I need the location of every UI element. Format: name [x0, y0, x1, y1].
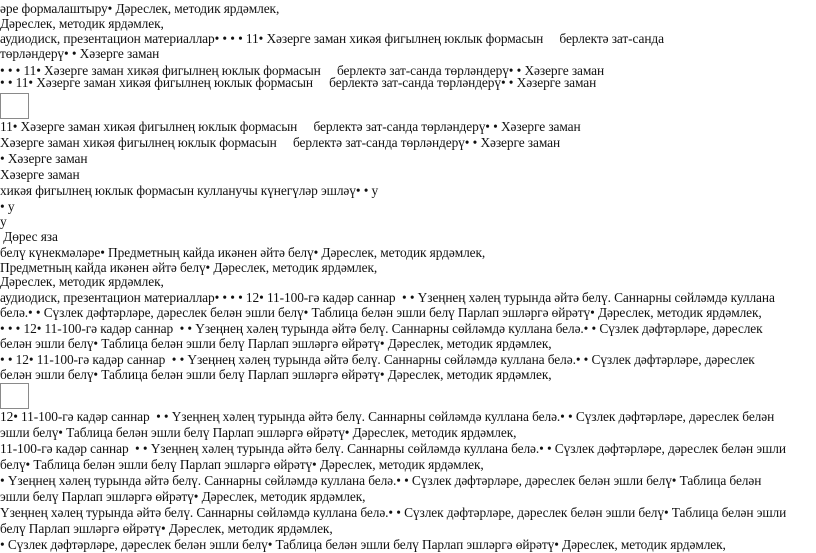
- text-line: белү Парлап эшләргә өйрәтү• Дәреслек, методик ярдәмлек,: [0, 521, 333, 536]
- text-line: аудиодиск, презентацион материаллар• • • • 11• Хәзерге заман хикәя фигылнең юклык формасын берлектә зат-санда: [0, 31, 664, 46]
- text-line: белән эшли белү• Таблица белән эшли белү Парлап эшләргә өйрәтү• Дәреслек, методик ярдәмлек,: [0, 367, 552, 382]
- text-line: эшли белү Парлап эшләргә өйрәтү• Дәреслек, методик ярдәмлек,: [0, 489, 366, 504]
- text-line: белә.• • Сүзлек дәфтәрләре, дәреслек белән эшли белү• Таблица белән эшли белү Парлап эшләргә өйрәтү• Дәреслек, методик ярдәмлек,: [0, 305, 762, 320]
- text-line: 12• 11-100-гә кадәр саннар • • Үзеңнең хәлең турында әйтә белү. Саннарны сөйләмдә куллана белә.• • Сүзлек дәфтәрләре, дәреслек белән: [0, 409, 775, 424]
- text-line: Дөрес яза: [0, 229, 58, 244]
- text-line: Хәзерге заман хикәя фигылнең юклык формасын берлектә зат-санда төрләндерү• • Хәзерге заман: [0, 135, 561, 150]
- text-line: Үзеңнең хәлең турында әйтә белү. Саннарны сөйләмдә куллана белә.• • Сүзлек дәфтәрләре, дәреслек белән эшли белү• Таблица белән эшли: [0, 505, 787, 520]
- text-line: белү күнекмәләре• Предметның кайда икәнен әйтә белү• Дәреслек, методик ярдәмлек,: [0, 245, 486, 260]
- text-line: хикәя фигылнең юклык формасын кулланучы күнегүләр эшләү• • у: [0, 183, 379, 198]
- text-line: Дәреслек, методик ярдәмлек,: [0, 274, 164, 289]
- text-line: • Сүзлек дәфтәрләре, дәреслек белән эшли белү• Таблица белән эшли белү Парлап эшләргә өйрәтү• Дәреслек, методик ярдәмлек,: [0, 537, 726, 552]
- text-line: у: [0, 214, 7, 229]
- text-line: белү• Таблица белән эшли белү Парлап эшләргә өйрәтү• Дәреслек, методик ярдәмлек,: [0, 457, 484, 472]
- text-line: төрләндерү• • Хәзерге заман: [0, 46, 160, 61]
- text-line: Дәреслек, методик ярдәмлек,: [0, 16, 164, 31]
- text-line: • Үзеңнең хәлең турында әйтә белү. Саннарны сөйләмдә куллана белә.• • Сүзлек дәфтәрләре, дәреслек белән эшли белү• Таблица белән: [0, 473, 762, 488]
- text-line: • • • 12• 11-100-гә кадәр саннар • • Үзеңнең хәлең турында әйтә белү. Саннарны сөйләмдә куллана белә.• • Сүзлек дәфтәрләре, дәреслек: [0, 321, 763, 336]
- text-line: әре формалаштыру• Дәреслек, методик ярдәмлек,: [0, 1, 280, 16]
- text-line: • Хәзерге заман: [0, 151, 88, 166]
- text-line: белән эшли белү• Таблица белән эшли белү Парлап эшләргә өйрәтү• Дәреслек, методик ярдәмлек,: [0, 336, 552, 351]
- text-line: • у: [0, 199, 15, 214]
- text-line: эшли белү• Таблица белән эшли белү Парлап эшләргә өйрәтү• Дәреслек, методик ярдәмлек,: [0, 425, 517, 440]
- text-line: • • 11• Хәзерге заман хикәя фигылнең юклык формасын берлектә зат-санда төрләндерү• • Хәзерге заман: [0, 75, 597, 90]
- text-line: • • 12• 11-100-гә кадәр саннар • • Үзеңнең хәлең турында әйтә белү. Саннарны сөйләмдә куллана белә.• • Сүзлек дәфтәрләре, дәреслек: [0, 352, 755, 367]
- text-line: • • • 11• Хәзерге заман хикәя фигылнең юклык формасын берлектә зат-санда төрләндерү• • Хәзерге заман: [0, 63, 605, 78]
- image-placeholder: [0, 383, 29, 409]
- text-line: 11-100-гә кадәр саннар • • Үзеңнең хәлең турында әйтә белү. Саннарны сөйләмдә куллана белә.• • Сүзлек дәфтәрләре, дәреслек белән эшли: [0, 441, 786, 456]
- image-placeholder: [0, 93, 29, 119]
- text-line: 11• Хәзерге заман хикәя фигылнең юклык формасын берлектә зат-санда төрләндерү• • Хәзерге заман: [0, 119, 581, 134]
- text-line: Предметның кайда икәнен әйтә белү• Дәреслек, методик ярдәмлек,: [0, 260, 378, 275]
- text-line: аудиодиск, презентацион материаллар• • • • 12• 11-100-гә кадәр саннар • • Үзеңнең хәлең турында әйтә белү. Саннарны сөйләмдә куллана: [0, 290, 775, 305]
- text-line: Хәзерге заман: [0, 167, 80, 182]
